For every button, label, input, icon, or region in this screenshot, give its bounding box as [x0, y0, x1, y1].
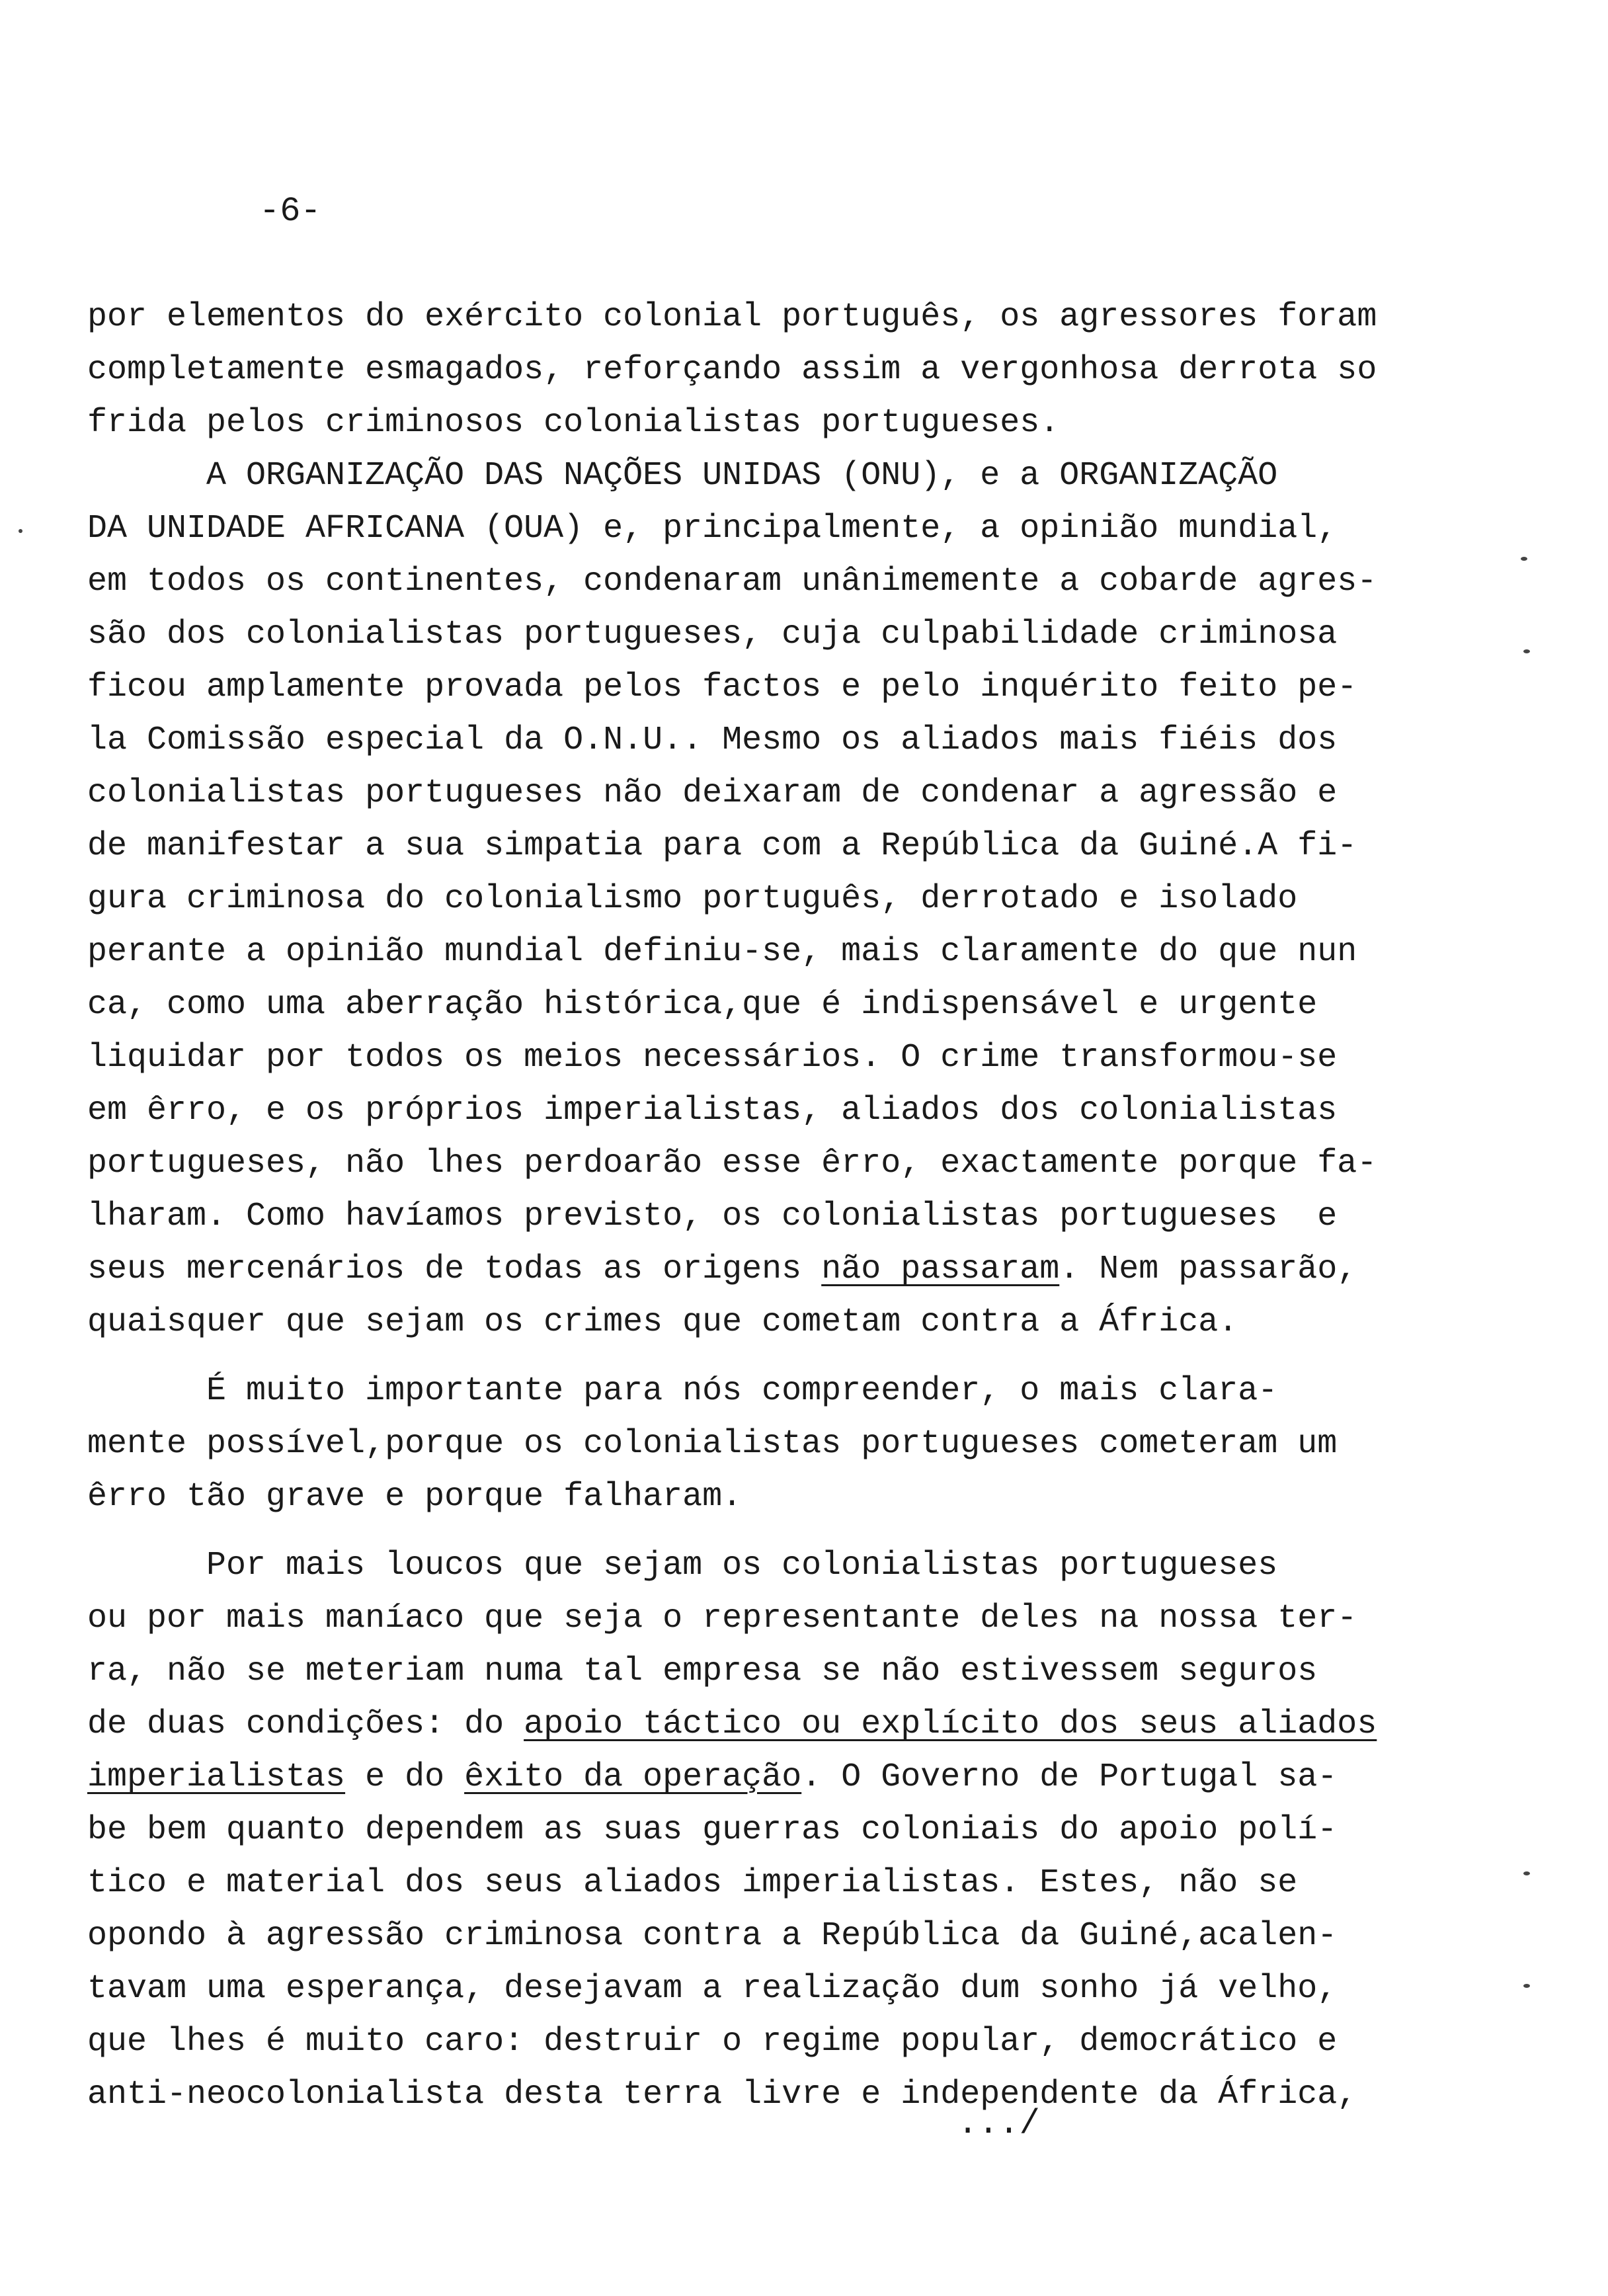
text-line: [87, 2016, 1449, 2069]
text-segment: lharam. Como havíamos previsto, os colonialistas portugueses e: [87, 1198, 1338, 1235]
paragraph-gap: [87, 1349, 1449, 1365]
paragraph-p1: [87, 291, 1449, 450]
text-segment: de manifestar a sua simpatia para com a República da Guiné.A fi-: [87, 827, 1357, 865]
text-line: [87, 1085, 1449, 1137]
text-segment: que lhes é muito caro: destruir o regime popular, democrático e: [87, 2023, 1338, 2061]
text-segment: são dos colonialistas portugueses, cuja culpabilidade criminosa: [87, 616, 1338, 653]
underlined-text: imperialistas: [87, 1758, 346, 1796]
text-line: [87, 1698, 1449, 1751]
text-line: [87, 1963, 1449, 2016]
text-segment: . Nem passarão,: [1059, 1250, 1357, 1288]
text-line: [87, 344, 1449, 397]
text-line: [87, 979, 1449, 1032]
text-line: [87, 714, 1449, 767]
text-segment: ficou amplamente provada pelos factos e pelo inquérito feito pe-: [87, 669, 1357, 706]
text-segment: mente possível,porque os colonialistas portugueses cometeram um: [87, 1425, 1338, 1463]
text-segment: completamente esmagados, reforçando assim a vergonhosa derrota so: [87, 351, 1377, 389]
text-segment: gura criminosa do colonialismo português, derrotado e isolado: [87, 880, 1298, 918]
text-line: [87, 1751, 1449, 1804]
scan-speck: [1523, 649, 1530, 653]
body-text: [87, 291, 1449, 2121]
text-line: [87, 820, 1449, 873]
text-segment: em todos os continentes, condenaram unânimemente a cobarde agres-: [87, 563, 1377, 600]
text-segment: anti-neocolonialista desta terra livre e independente da África,: [87, 2076, 1357, 2113]
scan-speck: [19, 529, 22, 533]
underlined-text: não passaram: [821, 1250, 1060, 1288]
scan-speck: [1523, 1871, 1530, 1875]
text-line: [87, 1243, 1449, 1296]
text-line: [87, 1910, 1449, 1963]
text-segment: frida pelos criminosos colonialistas portugueses.: [87, 404, 1060, 442]
scan-speck: [1521, 557, 1527, 561]
text-line: [87, 555, 1449, 608]
text-segment: tico e material dos seus aliados imperialistas. Estes, não se: [87, 1864, 1298, 1902]
text-segment: DA UNIDADE AFRICANA (OUA) e, principalmente, a opinião mundial,: [87, 510, 1338, 548]
text-segment: perante a opinião mundial definiu-se, mais claramente do que nun: [87, 933, 1357, 971]
text-line: [87, 608, 1449, 661]
text-segment: por elementos do exército colonial português, os agressores foram: [87, 298, 1377, 336]
text-segment: É muito importante para nós compreender, o mais clara-: [87, 1372, 1278, 1410]
text-segment: liquidar por todos os meios necessários. O crime transformou-se: [87, 1039, 1338, 1077]
text-line: [87, 1804, 1449, 1857]
text-segment: be bem quanto dependem as suas guerras coloniais do apoio polí-: [87, 1811, 1338, 1849]
page-number: -6-: [259, 192, 321, 231]
paragraph-p3: [87, 1365, 1449, 1524]
text-line: [87, 2069, 1449, 2121]
text-line: [87, 661, 1449, 714]
text-line: [87, 1857, 1449, 1910]
text-segment: ra, não se meteriam numa tal empresa se não estivessem seguros: [87, 1653, 1318, 1690]
text-line: [87, 1418, 1449, 1471]
text-line: [87, 1190, 1449, 1243]
text-line: [87, 397, 1449, 450]
text-line: [87, 873, 1449, 926]
text-segment: opondo à agressão criminosa contra a República da Guiné,acalen-: [87, 1917, 1338, 1955]
text-segment: portugueses, não lhes perdoarão esse êrro, exactamente porque fa-: [87, 1145, 1377, 1182]
text-line: [87, 291, 1449, 344]
paragraph-gap: [87, 1524, 1449, 1539]
text-line: [87, 1032, 1449, 1085]
text-segment: la Comissão especial da O.N.U.. Mesmo os aliados mais fiéis dos: [87, 721, 1338, 759]
text-line: [87, 1137, 1449, 1190]
paragraph-p4: [87, 1539, 1449, 2121]
text-segment: e do: [345, 1758, 465, 1796]
text-segment: ou por mais maníaco que seja o representante deles na nossa ter-: [87, 1600, 1357, 1637]
text-line: [87, 1645, 1449, 1698]
text-line: [87, 1592, 1449, 1645]
text-line: [87, 767, 1449, 820]
text-segment: . O Governo de Portugal sa-: [801, 1758, 1338, 1796]
underlined-text: êxito da operação: [464, 1758, 802, 1796]
text-segment: de duas condições: do: [87, 1705, 524, 1743]
continuation-mark: .../: [957, 2104, 1040, 2143]
text-line: [87, 1365, 1449, 1418]
text-line: [87, 1471, 1449, 1524]
text-line: [87, 1296, 1449, 1349]
text-line: [87, 926, 1449, 979]
text-segment: quaisquer que sejam os crimes que cometam contra a África.: [87, 1303, 1238, 1341]
text-segment: tavam uma esperança, desejavam a realização dum sonho já velho,: [87, 1970, 1338, 2008]
text-segment: Por mais loucos que sejam os colonialistas portugueses: [87, 1547, 1278, 1584]
text-segment: êrro tão grave e porque falharam.: [87, 1478, 743, 1516]
text-line: [87, 1539, 1449, 1592]
text-line: [87, 503, 1449, 555]
scan-speck: [1523, 1984, 1530, 1988]
text-segment: em êrro, e os próprios imperialistas, aliados dos colonialistas: [87, 1092, 1338, 1129]
text-segment: colonialistas portugueses não deixaram de condenar a agressão e: [87, 774, 1338, 812]
underlined-text: apoio táctico ou explícito dos seus aliados: [524, 1705, 1377, 1743]
text-segment: seus mercenários de todas as origens: [87, 1250, 822, 1288]
text-segment: ca, como uma aberração histórica,que é indispensável e urgente: [87, 986, 1318, 1024]
text-segment: A ORGANIZAÇÃO DAS NAÇÕES UNIDAS (ONU), e a ORGANIZAÇÃO: [87, 457, 1278, 495]
text-line: [87, 450, 1449, 503]
paragraph-p2: [87, 450, 1449, 1349]
